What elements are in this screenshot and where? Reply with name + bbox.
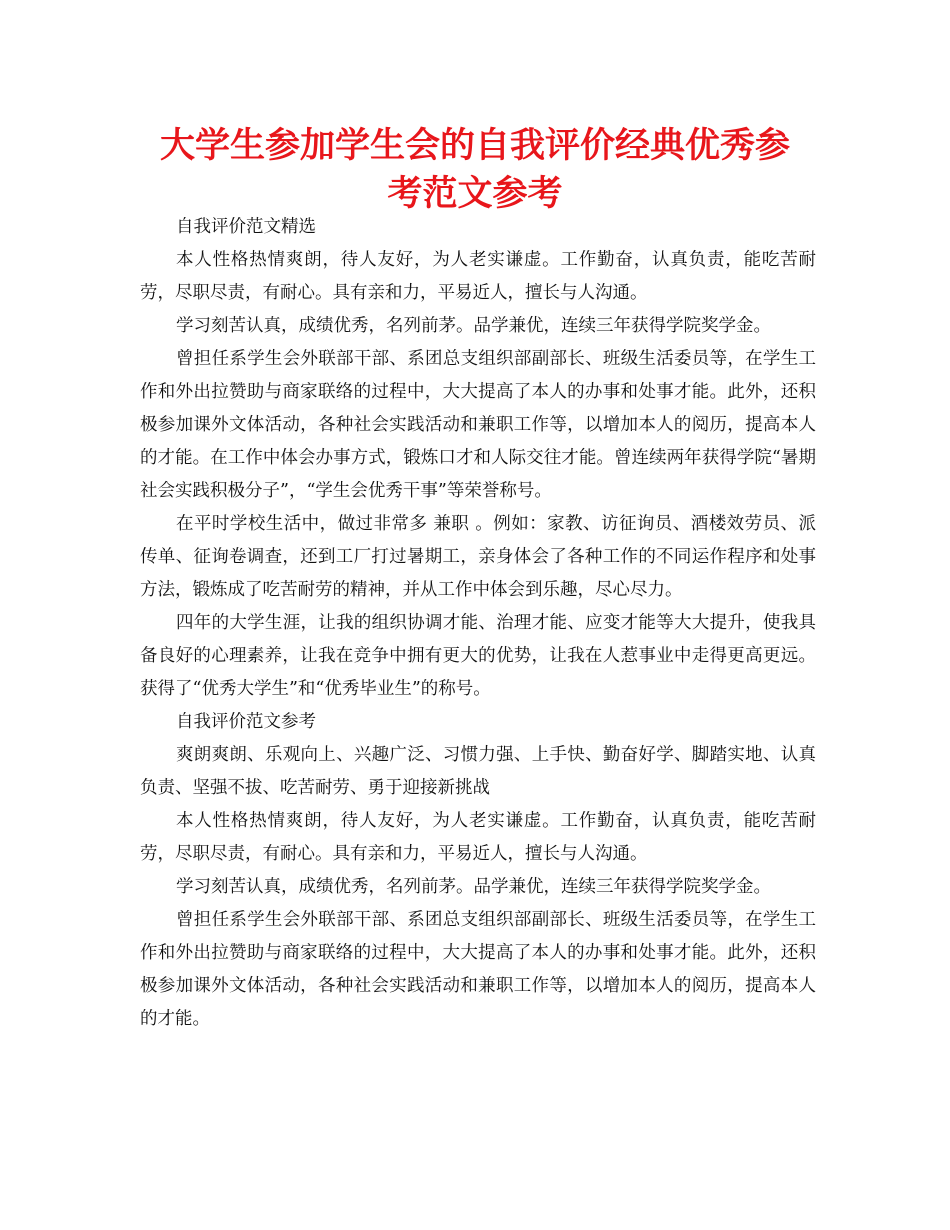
paragraph: 学习刻苦认真，成绩优秀，名列前茅。品学兼优，连续三年获得学院奖学金。 <box>176 877 771 897</box>
section-heading-1: 自我评价范文精选 <box>176 217 316 237</box>
document-body <box>140 211 816 1036</box>
paragraph: 爽朗爽朗、乐观向上、兴趣广泛、习惯力强、上手快、勤奋好学、脚踏实地、认真负责、坚强不拔、吃苦耐劳、勇于迎接新挑战 <box>140 745 816 798</box>
title-line-1: 大学生参加学生会的自我评价经典优秀参 <box>159 126 790 166</box>
section-heading-2: 自我评价范文参考 <box>176 712 316 732</box>
paragraph: 曾担任系学生会外联部干部、系团总支组织部副部长、班级生活委员等，在学生工作和外出拉赞助与商家联络的过程中，大大提高了本人的办事和处事才能。此外，还积极参加课外文体活动，各种社会实践活动和兼职工作等，以增加本人的阅历，提高本人的才能。在工作中体会办事方式，锻炼口才和人际交往才能。曾连续两年获得学院“暑期社会实践积极分子”，“学生会优秀干事”等荣誉称号。 <box>140 349 816 501</box>
document-title <box>130 122 820 218</box>
paragraph: 在平时学校生活中，做过非常多 兼职 。例如：家教、访征询员、酒楼效劳员、派传单、征询卷调查，还到工厂打过暑期工，亲身体会了各种工作的不同运作程序和处事方法，锻炼成了吃苦耐劳的精神，并从工作中体会到乐趣，尽心尽力。 <box>140 514 816 600</box>
title-line-2: 考范文参考 <box>387 174 563 214</box>
paragraph: 学习刻苦认真，成绩优秀，名列前茅。品学兼优，连续三年获得学院奖学金。 <box>176 316 771 336</box>
paragraph: 四年的大学生涯，让我的组织协调才能、治理才能、应变才能等大大提升，使我具备良好的心理素养，让我在竞争中拥有更大的优势，让我在人惹事业中走得更高更远。获得了“优秀大学生”和“优秀毕业生”的称号。 <box>140 613 816 699</box>
paragraph: 本人性格热情爽朗，待人友好，为人老实谦虚。工作勤奋，认真负责，能吃苦耐劳，尽职尽责，有耐心。具有亲和力，平易近人，擅长与人沟通。 <box>140 811 816 864</box>
paragraph: 曾担任系学生会外联部干部、系团总支组织部副部长、班级生活委员等，在学生工作和外出拉赞助与商家联络的过程中，大大提高了本人的办事和处事才能。此外，还积极参加课外文体活动，各种社会实践活动和兼职工作等，以增加本人的阅历，提高本人的才能。 <box>140 910 816 1029</box>
paragraph: 本人性格热情爽朗，待人友好，为人老实谦虚。工作勤奋，认真负责，能吃苦耐劳，尽职尽责，有耐心。具有亲和力，平易近人，擅长与人沟通。 <box>140 250 816 303</box>
